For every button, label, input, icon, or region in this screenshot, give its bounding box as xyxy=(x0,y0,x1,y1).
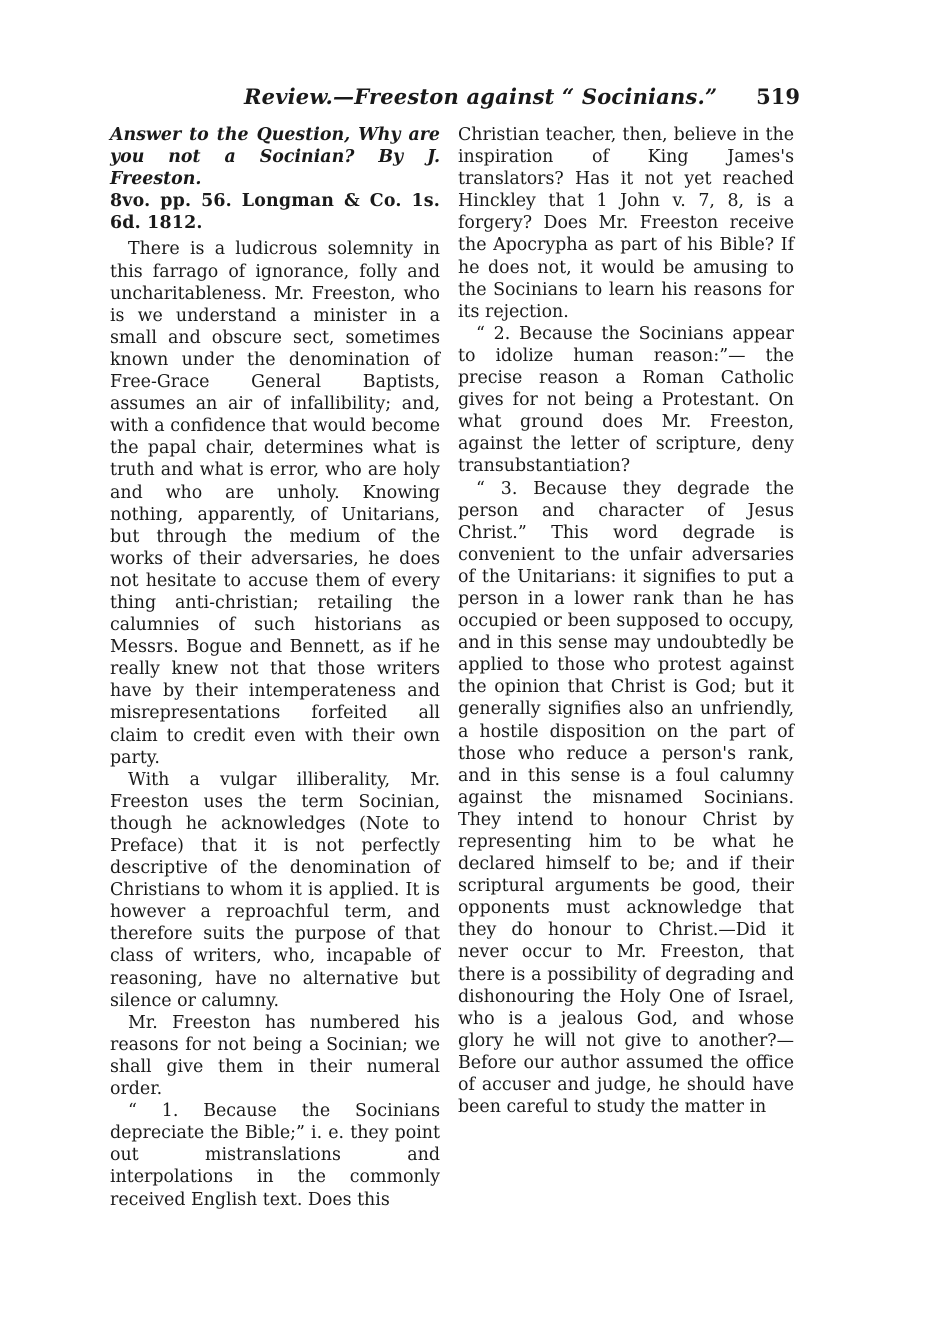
running-header xyxy=(110,84,800,120)
article-title: Answer to the Question, Why are you not a Socinian? By J. Freeston. xyxy=(110,125,440,190)
paragraph: Mr. Freeston has numbered his reasons for not being a Socinian; we shall give them in their numeral order. xyxy=(110,1012,440,1100)
running-title: Review.—Freeston against “ Socinians.” xyxy=(244,84,718,109)
right-column xyxy=(458,124,794,1118)
paragraph: Christian teacher, then, believe in the inspiration of King James's translators? Has it not yet reached Hinckley that 1 John v. 7, 8, is a forgery? Does Mr. Freeston receive the Apocrypha as part of his Bible? If he does not, it would be amusing to the Socinians to learn his reasons for its rejection. xyxy=(458,125,794,322)
paragraph: “ 3. Because they degrade the person and character of Jesus Christ.” This word degrade is convenient to the unfair adversaries of the Unitarians: it signifies to put a person in a lower rank than he has occupied or been supposed to occupy, and in this sense may undoubtedly be applied to those who protest against the opinion that Christ is God; but it generally signifies also an unfriendly, a hostile disposition on the part of those who reduce a person's rank, and in this sense is a foul calumny against the misnamed Socinians. They intend to honour Christ by representing him to be what he declared himself to be; and if their scriptural arguments be good, their opponents must acknowledge that they do honour to Christ.—Did it never occur to Mr. Freeston, that there is a possibility of degrading and dishonouring the Holy One of Israel, who is a jealous God, and whose glory he will not give to another?—Before our author assumed the office of accuser and judge, he should have been careful to study the matter in xyxy=(458,478,794,1118)
paragraph: There is a ludicrous solemnity in this farrago of ignorance, folly and uncharitableness. Mr. Freeston, who is we understand a minister in a small and obscure sect, sometimes known under the denomination of Free-Grace General Baptists, assumes an air of infallibility; and, with a confidence that would become the papal chair, determines what is truth and what is error, who are holy and who are unholy. Knowing nothing, apparently, of Unitarians, but through the medium of the works of their adversaries, he does not hesitate to accuse them of every thing anti-christian; retailing the calumnies of such historians as Messrs. Bogue and Bennett, as if he really knew not that those writers have by their intemperateness and misrepresentations forfeited all claim to credit even with their own party. xyxy=(110,239,440,768)
article-meta: 8vo. pp. 56. Longman & Co. 1s. 6d. 1812. xyxy=(110,191,440,234)
paragraph: “ 1. Because the Socinians depreciate the Bible;” i. e. they point out mistranslations and interpolations in the commonly received English text. Does this xyxy=(110,1101,440,1210)
page-number: 519 xyxy=(756,84,800,109)
paragraph: “ 2. Because the Socinians appear to idolize human reason:”— the precise reason a Roman Catholic gives for not being a Protestant. On what ground does Mr. Freeston, against the letter of scripture, deny transubstantiation? xyxy=(458,323,794,477)
paragraph: With a vulgar illiberality, Mr. Freeston uses the term Socinian, though he acknowledges (Note to Preface) that it is not perfectly descriptive of the denomination of Christians to whom it is applied. It is however a reproachful term, and therefore suits the purpose of that class of writers, who, incapable of reasoning, have no alternative but silence or calumny. xyxy=(110,769,440,1011)
left-column xyxy=(110,124,440,1211)
